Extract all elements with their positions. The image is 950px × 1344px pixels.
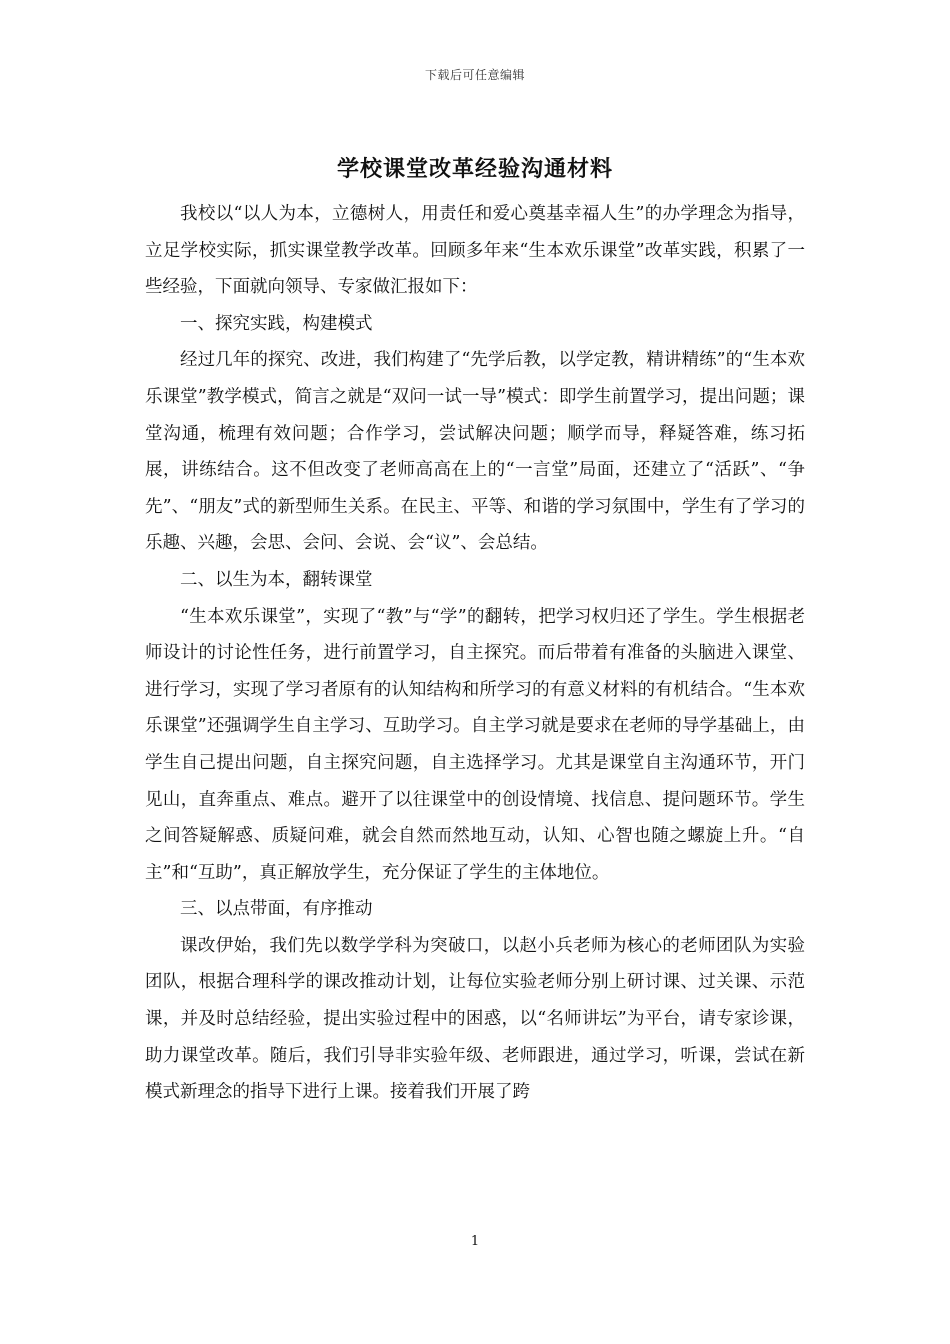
paragraph-section-2: “生本欢乐课堂”，实现了“教”与“学”的翻转，把学习权归还了学生。学生根据老师设计的讨论性任务，进行前置学习，自主探究。而后带着有准备的头脑进入课堂、进行学习，实现了学习者原有的认知结构和所学习的有意义材料的有机结合。“生本欢乐课堂”还强调学生自主学习、互助学习。自主学习就是要求在老师的导学基础上，由学生自己提出问题，自主探究问题，自主选择学习。尤其是课堂自主沟通环节，开门见山，直奔重点、难点。避开了以往课堂中的创设情境、找信息、提问题环节。学生之间答疑解惑、质疑问难，就会自然而然地互动，认知、心智也随之螺旋上升。“自主”和“互助”，真正解放学生，充分保证了学生的主体地位。 bbox=[145, 606, 805, 883]
section-heading-1: 一、探究实践，构建模式 bbox=[180, 313, 373, 334]
paragraph-intro: 我校以“以人为本，立德树人，用责任和爱心奠基幸福人生”的办学理念为指导，立足学校实际，抓实课堂教学改革。回顾多年来“生本欢乐课堂”改革实践，积累了一些经验，下面就向领导、专家做汇报如下： bbox=[145, 204, 805, 298]
page-number: 1 bbox=[470, 1234, 480, 1249]
page-header-note: 下载后可任意编辑 bbox=[424, 68, 525, 82]
section-heading-3: 三、以点带面，有序推动 bbox=[180, 899, 373, 920]
paragraph-section-1: 经过几年的探究、改进，我们构建了“先学后教，以学定教，精讲精练”的“生本欢乐课堂”教学模式，简言之就是“双问一试一导”模式：即学生前置学习，提出问题；课堂沟通，梳理有效问题；合作学习，尝试解决问题；顺学而导，释疑答难，练习拓展，讲练结合。这不但改变了老师高高在上的“一言堂”局面，还建立了“活跃”、“争先”、“朋友”式的新型师生关系。在民主、平等、和谐的学习氛围中，学生有了学习的乐趣、兴趣，会思、会问、会说、会“议”、会总结。 bbox=[145, 350, 805, 554]
section-heading-2: 二、以生为本，翻转课堂 bbox=[180, 569, 373, 590]
document-body bbox=[145, 196, 805, 1111]
paragraph-section-3: 课改伊始，我们先以数学学科为突破口，以赵小兵老师为核心的老师团队为实验团队，根据合理科学的课改推动计划，让每位实验老师分别上研讨课、过关课、示范课，并及时总结经验，提出实验过程中的困惑，以“名师讲坛”为平台，请专家诊课，助力课堂改革。随后，我们引导非实验年级、老师跟进，通过学习，听课，尝试在新模式新理念的指导下进行上课。接着我们开展了跨 bbox=[145, 935, 805, 1103]
document-title: 学校课堂改革经验沟通材料 bbox=[336, 156, 613, 182]
